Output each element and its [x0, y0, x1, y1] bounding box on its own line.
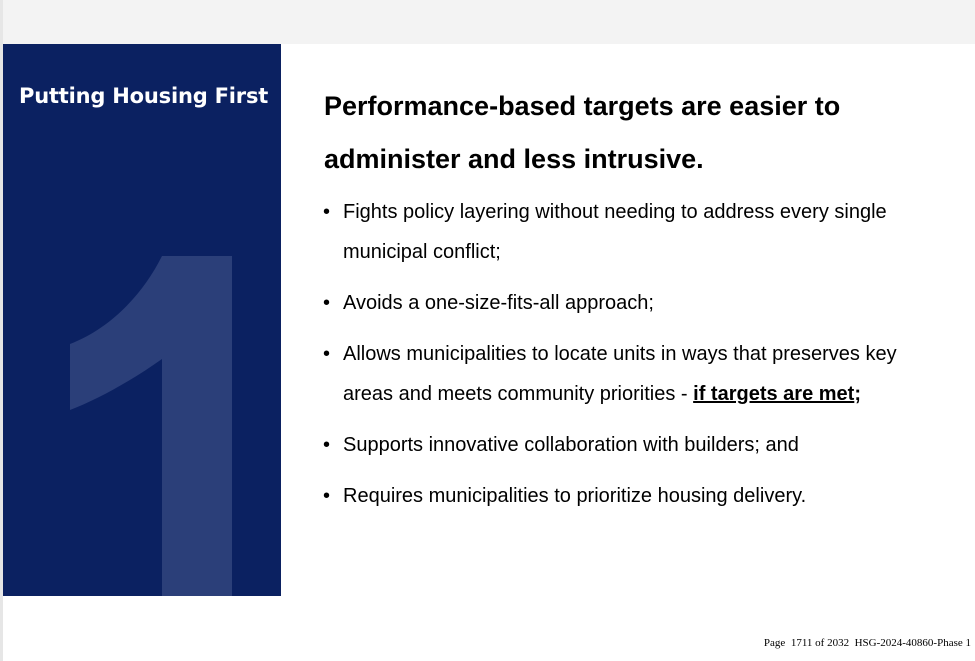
main-heading: Performance-based targets are easier to administer and less intrusive.	[324, 91, 841, 174]
list-item	[323, 283, 943, 323]
bullet-icon: •	[323, 434, 331, 456]
bullet-text: Supports innovative collaboration with builders; and	[343, 434, 799, 456]
bullet-text: Allows municipalities to locate units in ways that preserves key areas and meets community priorities -	[343, 343, 897, 405]
bullet-icon: •	[323, 292, 331, 314]
bullet-list	[323, 192, 943, 527]
list-item	[323, 476, 943, 516]
footer-page-label: Page	[763, 637, 786, 649]
side-panel-title: Putting Housing First	[19, 84, 269, 108]
bullet-emphasis: if targets are met	[693, 383, 855, 405]
footer-page-total: of 2032	[815, 637, 850, 649]
list-item	[323, 425, 943, 465]
bullet-icon: •	[323, 343, 331, 365]
top-margin-strip	[0, 0, 975, 44]
footer-document-id: HSG-2024-40860-Phase 1	[854, 637, 971, 649]
page-footer	[764, 637, 971, 649]
bullet-icon: •	[323, 485, 331, 507]
bullet-suffix: ;	[854, 383, 861, 405]
bullet-text: Fights policy layering without needing to address every single municipal conflict;	[343, 201, 887, 263]
numeral-one-graphic	[59, 224, 249, 596]
numeral-one-shape	[70, 256, 232, 596]
bullet-icon: •	[323, 201, 331, 223]
list-item	[323, 334, 943, 414]
bullet-text: Avoids a one-size-fits-all approach;	[343, 292, 654, 314]
footer-page-number: 1711	[790, 637, 813, 649]
bullet-text: Requires municipalities to prioritize housing delivery.	[343, 485, 807, 507]
list-item	[323, 192, 943, 272]
side-panel	[3, 44, 281, 596]
